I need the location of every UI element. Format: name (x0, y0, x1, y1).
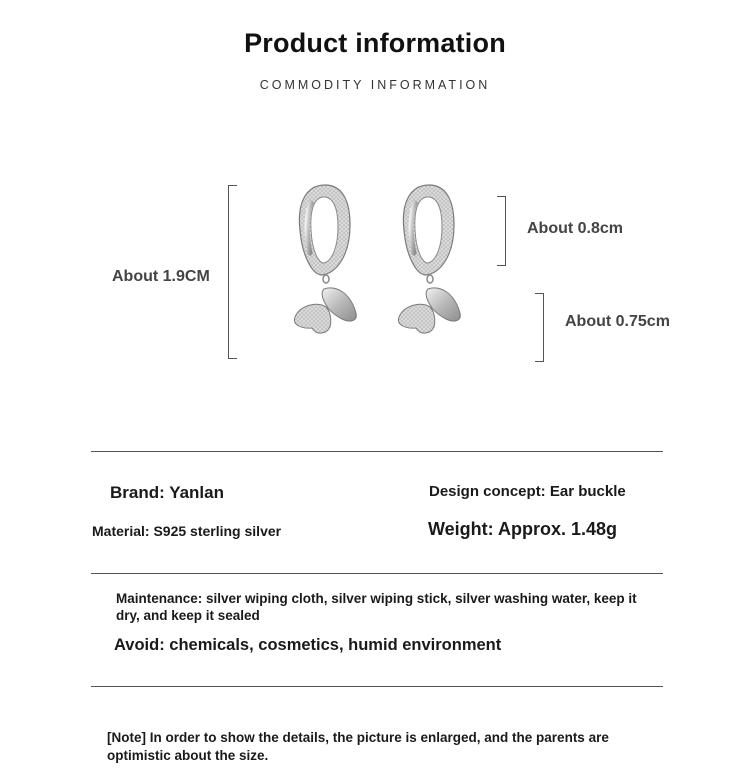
hoop-dimension-label: About 0.8cm (527, 220, 624, 237)
right-earring (398, 185, 460, 333)
divider-bottom (91, 686, 663, 687)
weight-text: Weight: Approx. 1.48g (428, 519, 618, 539)
divider-middle (91, 573, 663, 574)
brand-text: Brand: Yanlan (110, 483, 224, 502)
pendant-bracket (535, 293, 544, 362)
page-title: Product information (244, 28, 506, 58)
left-earring (294, 185, 356, 333)
maintenance-text: Maintenance: silver wiping cloth, silver wiping stick, silver washing water, keep it dry, and keep it sealed (116, 591, 637, 623)
height-bracket (228, 185, 237, 359)
design-concept-text: Design concept: Ear buckle (429, 483, 626, 500)
divider-top (91, 451, 663, 452)
earrings-image (280, 175, 480, 370)
page-subtitle: COMMODITY INFORMATION (259, 78, 491, 92)
height-dimension-label: About 1.9CM (112, 268, 210, 285)
avoid-text: Avoid: chemicals, cosmetics, humid environment (114, 636, 502, 654)
material-text: Material: S925 sterling silver (92, 523, 282, 539)
hoop-bracket (497, 196, 506, 266)
pendant-dimension-label: About 0.75cm (565, 313, 670, 330)
size-note: [Note] In order to show the details, the picture is enlarged, and the parents are optimistic about the size. (107, 730, 609, 763)
